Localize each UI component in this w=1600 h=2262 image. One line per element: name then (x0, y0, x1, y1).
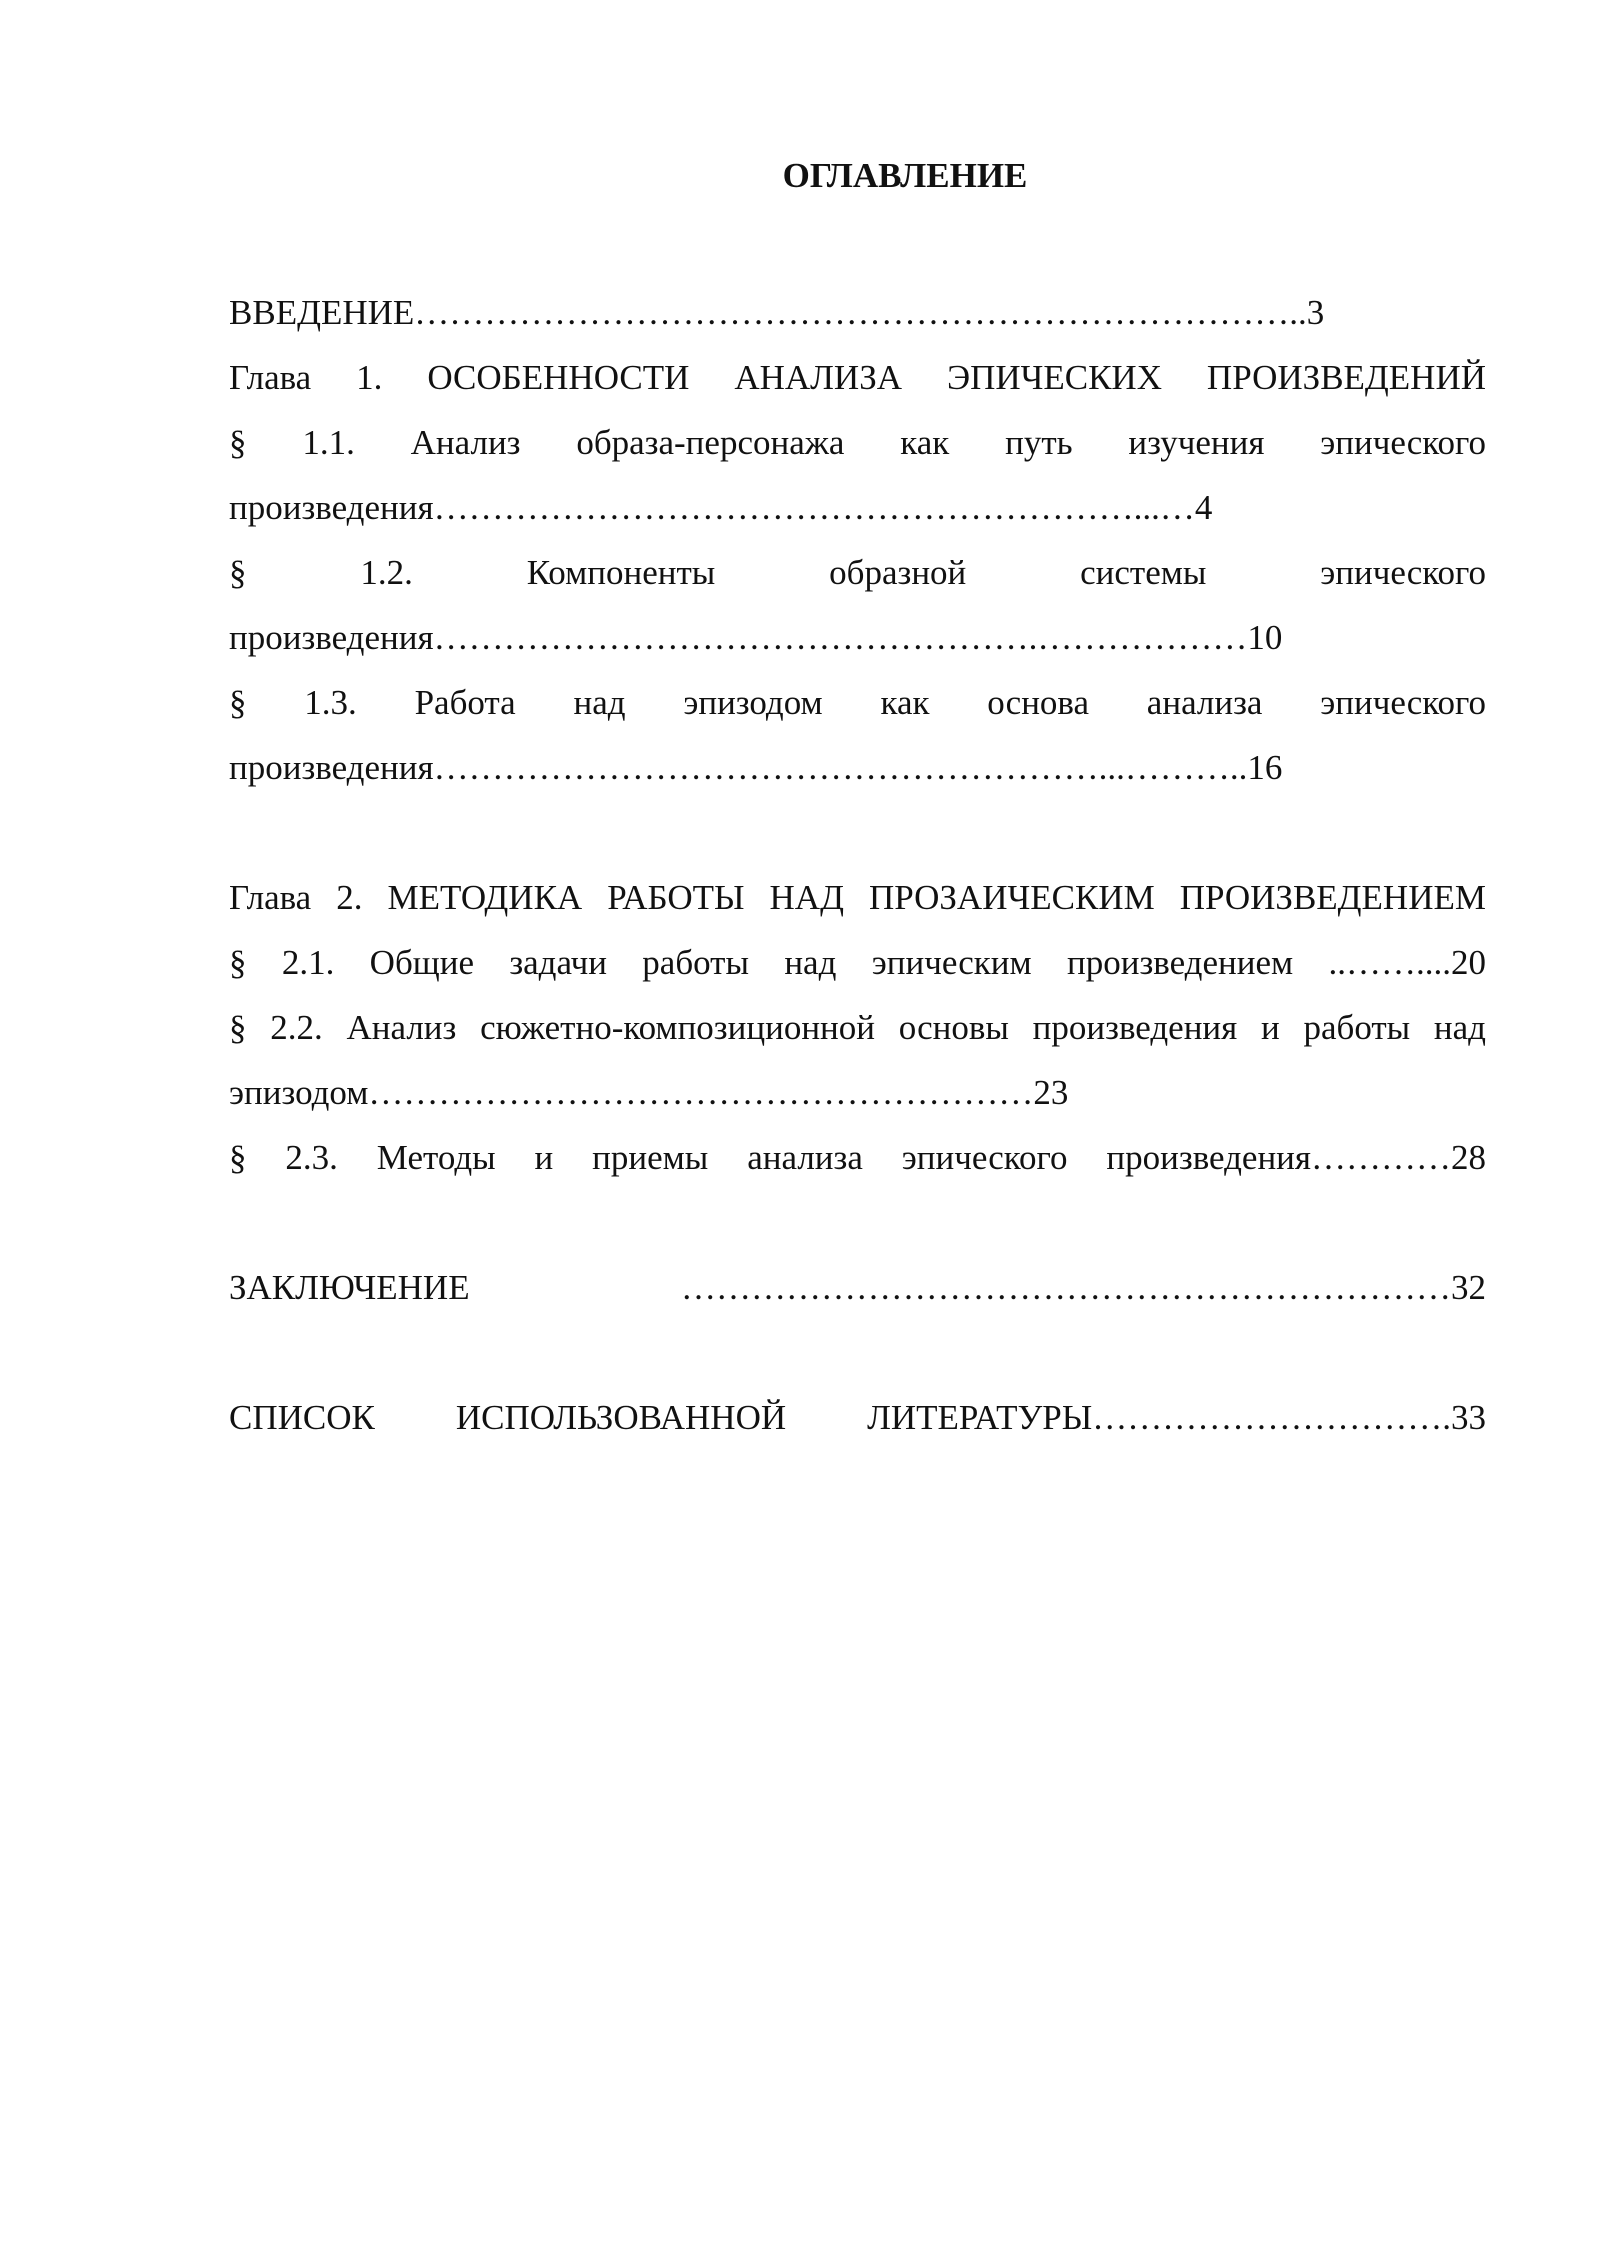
toc-entry-2-2-line2: эпизодом…………………………………………………23 (229, 1073, 1069, 1112)
toc-entry-1-2-line1: § 1.2. Компоненты образной системы эпического (229, 553, 1486, 592)
toc-chapter2-title: Глава 2. МЕТОДИКА РАБОТЫ НАД ПРОЗАИЧЕСКИМ ПРОИЗВЕДЕНИЕМ (229, 878, 1486, 917)
toc-title: ОГЛАВЛЕНИЕ (782, 156, 1028, 195)
toc-entry-2-2-line1: § 2.2. Анализ сюжетно-композиционной основы произведения и работы над (229, 1008, 1486, 1047)
toc-body (229, 280, 1486, 1450)
spacer (229, 1320, 1486, 1385)
toc-entry-2-1: § 2.1. Общие задачи работы над эпическим произведением ..……....20 (229, 943, 1486, 982)
toc-conclusion-label: ЗАКЛЮЧЕНИЕ (229, 1268, 470, 1307)
toc-entry-1-3-line1: § 1.3. Работа над эпизодом как основа анализа эпического (229, 683, 1486, 722)
toc-chapter1-title: Глава 1. ОСОБЕННОСТИ АНАЛИЗА ЭПИЧЕСКИХ ПРОИЗВЕДЕНИЙ (229, 358, 1486, 397)
toc-entry-1-2-line2: произведения…………………………………………….………………10 (229, 618, 1283, 657)
toc-entry-1-1-line2: произведения……………………………………………………...…4 (229, 488, 1213, 527)
toc-entry-intro: ВВЕДЕНИЕ…………………………………………………………………..3 (229, 293, 1325, 332)
spacer (229, 800, 1486, 865)
toc-entry-2-3: § 2.3. Методы и приемы анализа эпического произведения…………28 (229, 1138, 1486, 1177)
toc-entry-references: СПИСОК ИСПОЛЬЗОВАННОЙ ЛИТЕРАТУРЫ………………………….33 (229, 1398, 1486, 1437)
toc-entry-1-3-line2: произведения…………………………………………………...………..16 (229, 748, 1283, 787)
toc-entry-1-1-line1: § 1.1. Анализ образа-персонажа как путь изучения эпического (229, 423, 1486, 462)
spacer (229, 1190, 1486, 1255)
toc-conclusion-leader: …………………………………………………………32 (681, 1268, 1486, 1307)
toc-entry-conclusion (229, 1255, 1486, 1320)
